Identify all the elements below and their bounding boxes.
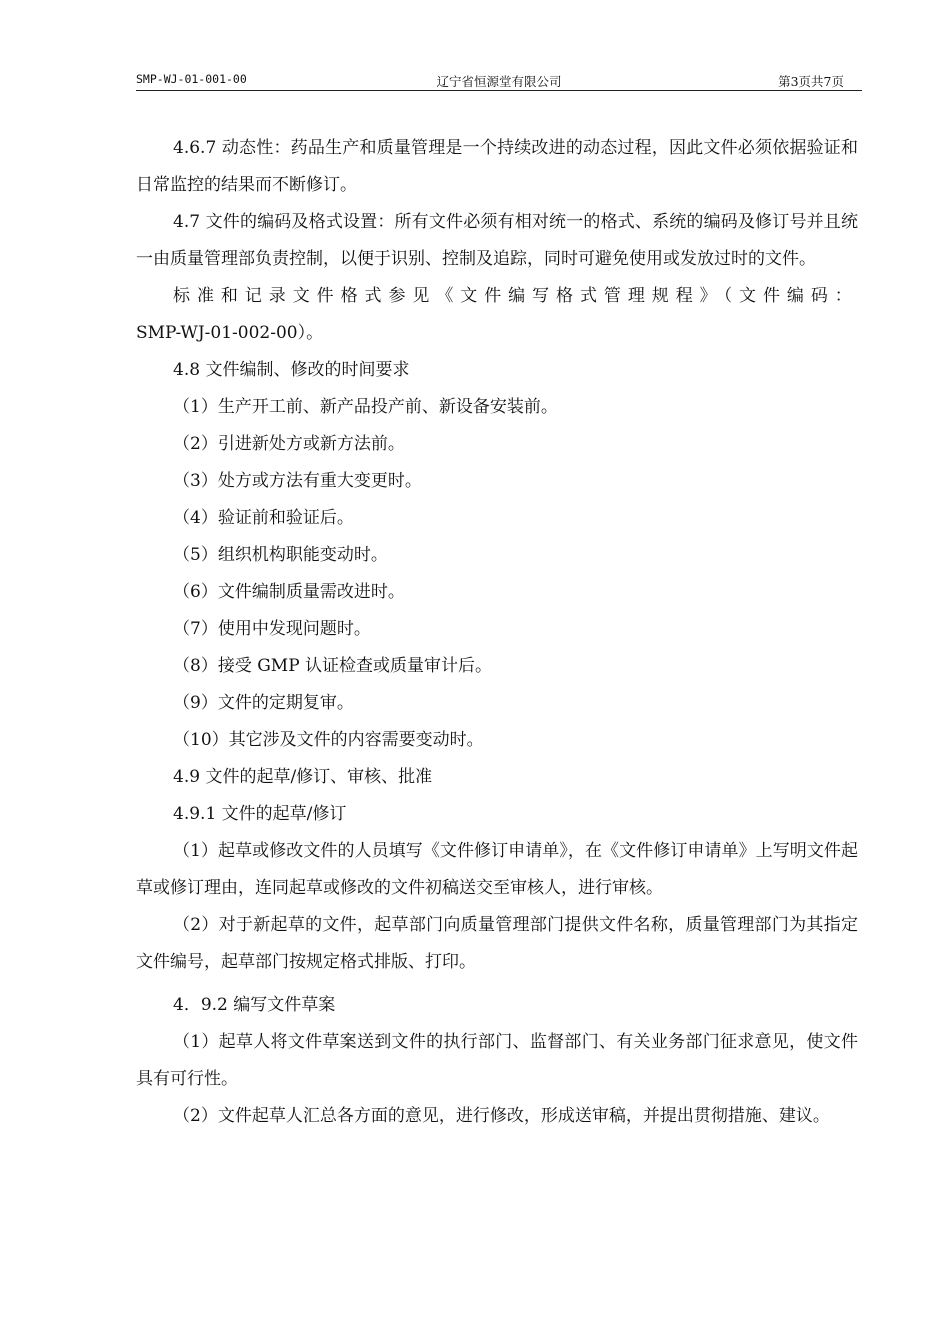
- paragraph-format-reference-code: SMP-WJ-01-002-00）。: [136, 323, 324, 343]
- paragraph-4-9-2-item-1: （1）起草人将文件草案送到文件的执行部门、监督部门、有关业务部门征求意见，使文件具有可行性。: [136, 1032, 858, 1089]
- list-item-6: （6）文件编制质量需改进时。: [173, 582, 405, 602]
- document-code: SMP-WJ-01-001-00: [136, 72, 247, 86]
- list-item-3: （3）处方或方法有重大变更时。: [173, 471, 422, 491]
- paragraph-4-9-2-item-2: （2）文件起草人汇总各方面的意见，进行修改，形成送审稿，并提出贯彻措施、建议。: [173, 1106, 830, 1126]
- section-4-9-heading: 4.9 文件的起草/修订、审核、批准: [173, 767, 433, 787]
- list-item-1: （1）生产开工前、新产品投产前、新设备安装前。: [173, 397, 558, 417]
- company-name: 辽宁省恒源堂有限公司: [436, 74, 562, 89]
- list-item-4: （4）验证前和验证后。: [173, 508, 354, 528]
- paragraph-format-reference: 标准和记录文件格式参见《文件编写格式管理规程》（文件编码：: [173, 286, 858, 306]
- paragraph-4-9-1-item-1: （1）起草或修改文件的人员填写《文件修订申请单》，在《文件修订申请单》上写明文件起草或修订理由，连同起草或修改的文件初稿送交至审核人，进行审核。: [136, 841, 858, 898]
- paragraph-4-7: 4.7 文件的编码及格式设置：所有文件必须有相对统一的格式、系统的编码及修订号并且统一由质量管理部负责控制，以便于识别、控制及追踪，同时可避免使用或发放过时的文件。: [136, 212, 858, 269]
- list-item-9: （9）文件的定期复审。: [173, 693, 354, 713]
- list-item-8: （8）接受 GMP 认证检查或质量审计后。: [173, 656, 493, 676]
- section-4-8-heading: 4.8 文件编制、修改的时间要求: [173, 360, 410, 380]
- section-4-9-2-heading: 4．9.2 编写文件草案: [173, 995, 336, 1015]
- list-item-7: （7）使用中发现问题时。: [173, 619, 371, 639]
- list-item-2: （2）引进新处方或新方法前。: [173, 434, 405, 454]
- document-body: [136, 130, 858, 1135]
- paragraph-4-6-7: 4.6.7 动态性：药品生产和质量管理是一个持续改进的动态过程，因此文件必须依据验证和日常监控的结果而不断修订。: [136, 138, 858, 195]
- list-item-10: （10）其它涉及文件的内容需要变动时。: [173, 730, 484, 750]
- section-4-9-1-heading: 4.9.1 文件的起草/修订: [173, 804, 347, 824]
- list-item-5: （5）组织机构职能变动时。: [173, 545, 388, 565]
- page-header: [136, 70, 862, 91]
- page-number: 第3页共7页: [778, 74, 844, 89]
- paragraph-4-9-1-item-2: （2）对于新起草的文件，起草部门向质量管理部门提供文件名称，质量管理部门为其指定文件编号，起草部门按规定格式排版、打印。: [136, 915, 858, 972]
